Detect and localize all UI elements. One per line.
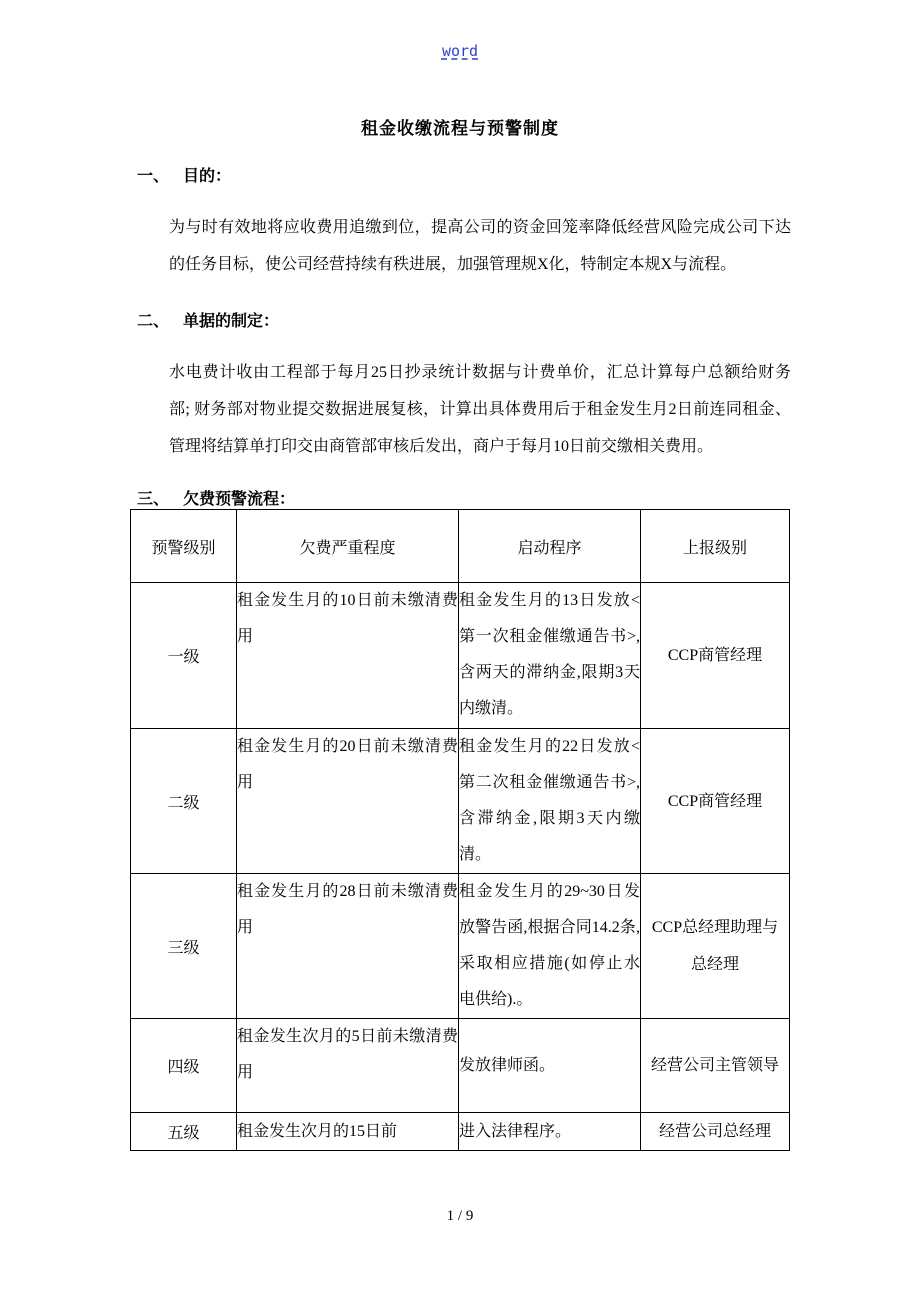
header-severity: 欠费严重程度 xyxy=(237,510,459,583)
section-1-heading xyxy=(137,163,231,186)
section-2-paragraph-rest: 部; 财务部对物业提交数据进展复核，计算出具体费用后于租金发生月2日前连同租金、管理将结算单打印交由商管部审核后发出，商户于每月10日前交缴相关费用。 xyxy=(169,401,791,455)
table-row xyxy=(131,583,790,729)
table-row xyxy=(131,1019,790,1113)
section-2-title: 单据的制定： xyxy=(183,313,280,330)
header-procedure: 启动程序 xyxy=(459,510,641,583)
table-row xyxy=(131,1113,790,1151)
row-level: 二级 xyxy=(131,729,237,874)
section-3-title: 欠费预警流程： xyxy=(183,491,296,508)
section-1-title: 目的： xyxy=(183,168,232,185)
row-severity: 租金发生月的28日前未缴清费用 xyxy=(237,874,459,1019)
warning-table xyxy=(130,509,790,1151)
table-header-row xyxy=(131,510,790,583)
section-2-paragraph-line1: 水电费计收由工程部于每月25日抄录统计数据与计费单价，汇总计算每户总额给财务 xyxy=(169,364,791,381)
row-procedure: 租金发生月的29~30日发放警告函,根据合同14.2条,采取相应措施(如停止水电供给).。 xyxy=(459,874,641,1019)
row-procedure: 发放律师函。 xyxy=(459,1019,641,1113)
table-row xyxy=(131,729,790,874)
row-report: CCP商管经理 xyxy=(641,583,790,729)
section-2-number: 二、 xyxy=(137,313,170,330)
row-procedure: 进入法律程序。 xyxy=(459,1113,641,1151)
header-word-link[interactable]: word xyxy=(441,42,479,60)
row-level: 五级 xyxy=(131,1113,237,1151)
section-1-paragraph xyxy=(169,209,791,283)
row-report: CCP商管经理 xyxy=(641,729,790,874)
row-report: CCP总经理助理与总经理 xyxy=(641,874,790,1019)
row-level: 一级 xyxy=(131,583,237,729)
section-2-heading xyxy=(137,308,279,331)
section-3-heading xyxy=(137,486,295,509)
document-title: 租金收缴流程与预警制度 xyxy=(361,119,559,138)
section-2-paragraph xyxy=(169,354,791,465)
row-severity: 租金发生月的20日前未缴清费用 xyxy=(237,729,459,874)
row-report: 经营公司主管领导 xyxy=(641,1019,790,1113)
header-report: 上报级别 xyxy=(641,510,790,583)
section-1-number: 一、 xyxy=(137,168,170,185)
header-level: 预警级别 xyxy=(131,510,237,583)
row-procedure: 租金发生月的22日发放<第二次租金催缴通告书>,含滞纳金,限期3天内缴清。 xyxy=(459,729,641,874)
row-level: 四级 xyxy=(131,1019,237,1113)
section-3-number: 三、 xyxy=(137,491,170,508)
row-level: 三级 xyxy=(131,874,237,1019)
section-1-paragraph-line1: 为与时有效地将应收费用追缴到位，提高公司的资金回笼率降低经营风险完成公司下达 xyxy=(169,219,791,236)
table-row xyxy=(131,874,790,1019)
row-severity: 租金发生月的10日前未缴清费用 xyxy=(237,583,459,729)
row-report: 经营公司总经理 xyxy=(641,1113,790,1151)
section-1-paragraph-rest: 的任务目标，使公司经营持续有秩进展，加强管理规X化，特制定本规X与流程。 xyxy=(169,256,737,273)
row-severity: 租金发生次月的15日前 xyxy=(237,1113,459,1151)
row-procedure: 租金发生月的13日发放<第一次租金催缴通告书>,含两天的滞纳金,限期3天内缴清。 xyxy=(459,583,641,729)
page-number: 1 / 9 xyxy=(446,1208,474,1224)
row-severity: 租金发生次月的5日前未缴清费用 xyxy=(237,1019,459,1113)
